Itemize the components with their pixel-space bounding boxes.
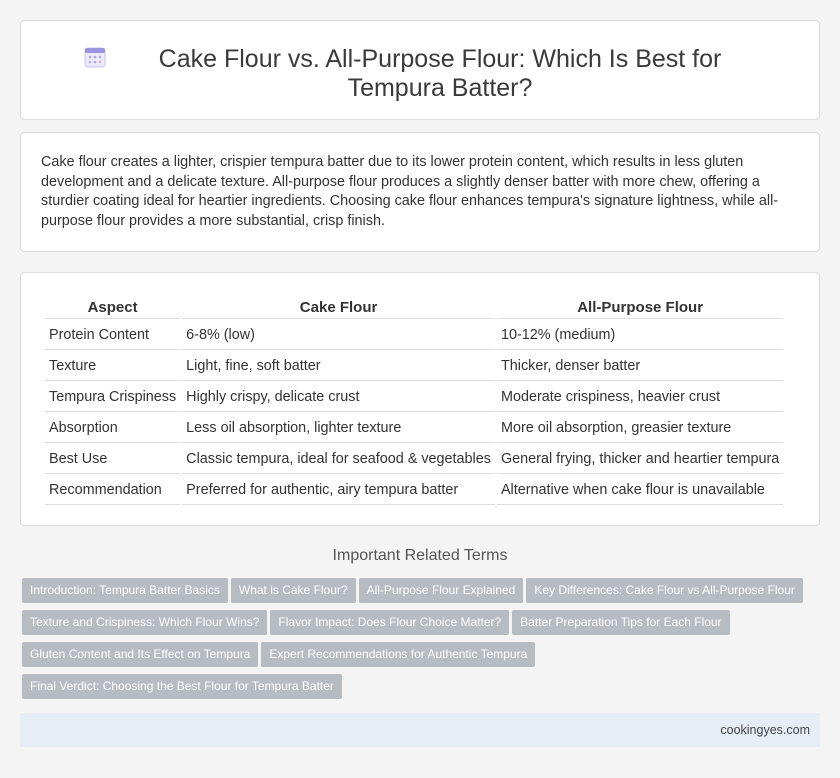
related-term-tag[interactable]: All-Purpose Flour Explained	[359, 578, 524, 603]
related-term-tag[interactable]: Texture and Crispiness: Which Flour Wins?	[22, 610, 267, 635]
table-cell: Alternative when cake flour is unavailable	[497, 476, 783, 505]
header-cake-flour: Cake Flour	[182, 297, 495, 319]
footer	[20, 713, 820, 747]
intro-card	[20, 132, 820, 252]
page-title: Cake Flour vs. All-Purpose Flour: Which Is Best for Tempura Batter?	[158, 45, 722, 102]
table-row	[45, 414, 783, 443]
table-cell: 10-12% (medium)	[497, 321, 783, 350]
related-term-tag[interactable]: What is Cake Flour?	[231, 578, 356, 603]
comparison-card	[20, 272, 820, 526]
table-cell: Tempura Crispiness	[45, 383, 180, 412]
table-row	[45, 445, 783, 474]
table-cell: Highly crispy, delicate crust	[182, 383, 495, 412]
related-term-tag[interactable]: Flavor Impact: Does Flour Choice Matter?	[270, 610, 509, 635]
related-term-tag[interactable]: Gluten Content and Its Effect on Tempura	[22, 642, 258, 667]
table-cell: Absorption	[45, 414, 180, 443]
table-row	[45, 321, 783, 350]
related-term-tag[interactable]: Expert Recommendations for Authentic Tempura	[261, 642, 535, 667]
table-row	[45, 352, 783, 381]
table-cell: Less oil absorption, lighter texture	[182, 414, 495, 443]
site-name[interactable]: cookingyes.com	[720, 723, 810, 737]
table-cell: Thicker, denser batter	[497, 352, 783, 381]
table-cell: Moderate crispiness, heavier crust	[497, 383, 783, 412]
table-header-row	[45, 297, 783, 319]
intro-paragraph: Cake flour creates a lighter, crispier tempura batter due to its lower protein content, which results in less gluten development and a delicate texture. All-purpose flour produces a slightly denser batter with more chew, offering a sturdier coating ideal for heartier ingredients. Choosing cake flour enhances tempura's signature lightness, while all-purpose flour provides a more substantial, crisp finish.	[41, 154, 779, 229]
related-term-tag[interactable]: Introduction: Tempura Batter Basics	[22, 578, 228, 603]
table-cell: Classic tempura, ideal for seafood & vegetables	[182, 445, 495, 474]
table-row	[45, 383, 783, 412]
header-aspect: Aspect	[45, 297, 180, 319]
header-all-purpose-flour: All-Purpose Flour	[497, 297, 783, 319]
table-cell: More oil absorption, greasier texture	[497, 414, 783, 443]
related-term-tag[interactable]: Key Differences: Cake Flour vs All-Purpose Flour	[526, 578, 803, 603]
table-row	[45, 476, 783, 505]
related-terms-title: Important Related Terms	[332, 547, 508, 564]
table-cell: Preferred for authentic, airy tempura batter	[182, 476, 495, 505]
table-cell: Light, fine, soft batter	[182, 352, 495, 381]
table-cell: Recommendation	[45, 476, 180, 505]
table-cell: Texture	[45, 352, 180, 381]
comparison-table	[43, 295, 785, 507]
table-cell: Best Use	[45, 445, 180, 474]
related-terms-list	[22, 578, 818, 706]
related-term-tag[interactable]: Batter Preparation Tips for Each Flour	[512, 610, 729, 635]
title-card	[20, 20, 820, 120]
table-cell: General frying, thicker and heartier tempura	[497, 445, 783, 474]
table-cell: 6-8% (low)	[182, 321, 495, 350]
related-term-tag[interactable]: Final Verdict: Choosing the Best Flour for Tempura Batter	[22, 674, 342, 699]
table-cell: Protein Content	[45, 321, 180, 350]
